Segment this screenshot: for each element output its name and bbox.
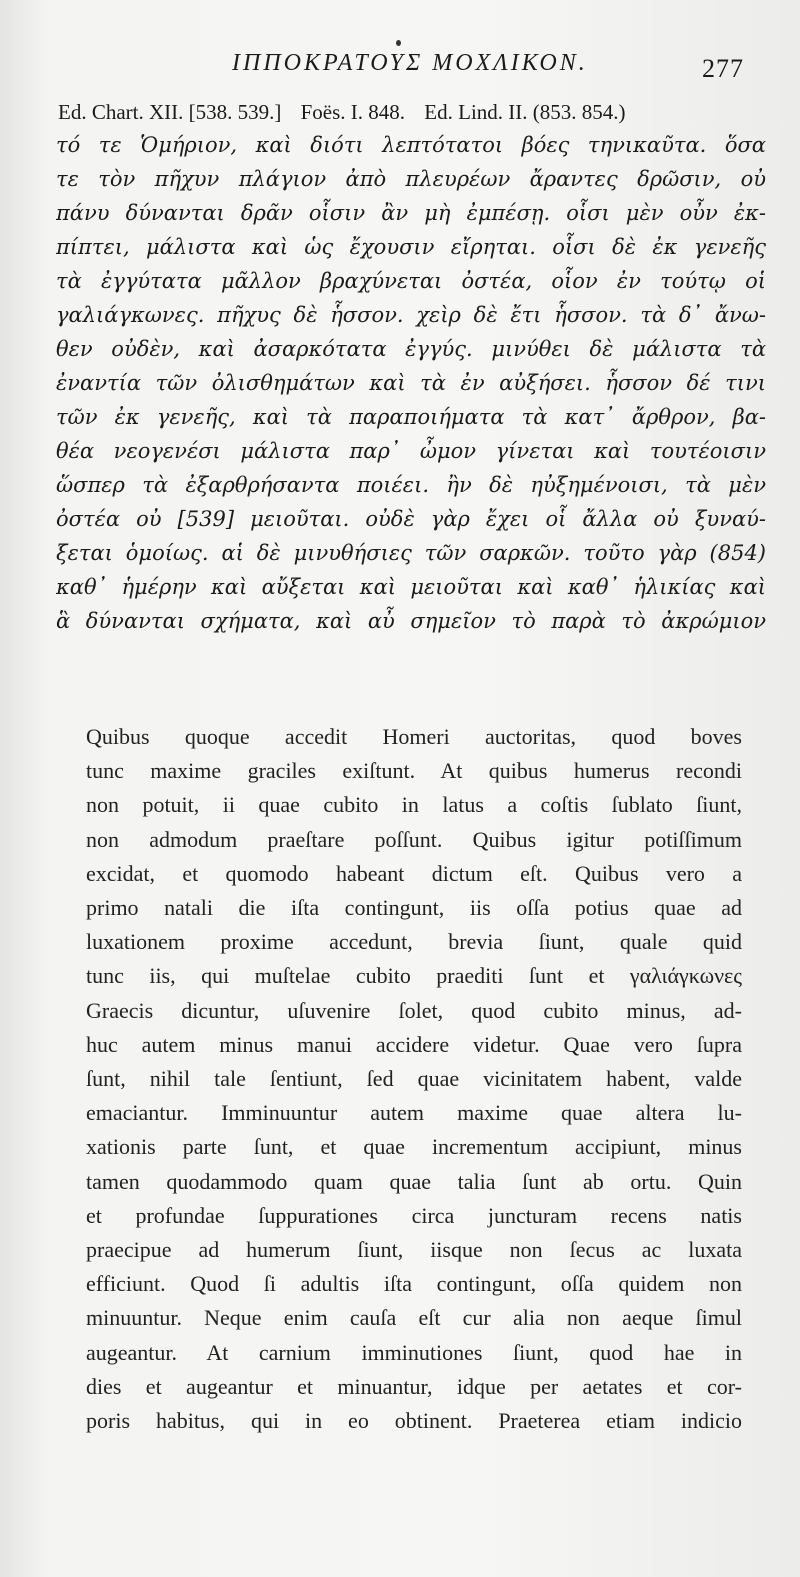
latin-line: tunc maxime graciles exiſtunt. At quibus humerus recondi [86, 758, 742, 784]
latin-line: poris habitus, qui in eo obtinent. Praeterea etiam indicio [86, 1408, 742, 1434]
latin-line: non potuit, ii quae cubito in latus a coſtis ſublato ſiunt, [86, 792, 742, 818]
greek-line: τε τὸν πῆχυν πλάγιον ἀπὸ πλευρέων ἄραντες δρῶσιν, οὐ [56, 167, 766, 191]
ornament-dot [396, 40, 401, 46]
greek-line: πίπτει, μάλιστα καὶ ὡς ἔχουσιν εἴρηται. οἷσι δὲ ἐκ γενεῆς [56, 235, 766, 259]
running-title: ΙΠΠΟΚΡΑΤΟΥΣ ΜΟΧΛΙΚΟΝ. [232, 50, 588, 76]
edition-foes: Foës. I. 848. [300, 100, 406, 124]
latin-line: luxationem proxime accedunt, brevia ſiunt, quale quid [86, 929, 742, 955]
latin-line: emaciantur. Imminuuntur autem maxime quae altera lu- [86, 1100, 742, 1126]
latin-line: non admodum praeſtare poſſunt. Quibus igitur potiſſimum [86, 826, 742, 852]
greek-line: ἐναντία τῶν ὀλισθημάτων καὶ τὰ ἐν αὐξήσει. ἧσσον δέ τινι [56, 371, 766, 395]
edition-chart: Ed. Chart. XII. [538. 539.] [58, 100, 282, 124]
latin-line: Graecis dicuntur, uſuvenire ſolet, quod cubito minus, ad- [86, 997, 742, 1023]
greek-line: ἃ δύνανται σχήματα, καὶ αὖ σημεῖον τὸ παρὰ τὸ ἀκρώμιον [56, 609, 766, 633]
latin-line: excidat, et quomodo habeant dictum eſt. Quibus vero a [86, 860, 742, 886]
latin-line: tunc iis, qui muſtelae cubito praediti ſunt et γαλιάγκωνες [86, 963, 742, 989]
latin-line: et profundae ſuppurationes circa juncturam recens natis [86, 1202, 742, 1228]
greek-line: πάνυ δύνανται δρᾶν οἷσιν ἂν μὴ ἐμπέσῃ. οἷσι μὲν οὖν ἐκ- [56, 201, 766, 225]
greek-line: ξεται ὁμοίως. αἱ δὲ μινυθήσιες τῶν σαρκῶν. τοῦτο γὰρ (854) [56, 541, 766, 565]
greek-text-block [56, 128, 766, 638]
latin-line: huc autem minus manui accidere videtur. Quae vero ſupra [86, 1031, 742, 1057]
latin-line: praecipue ad humerum ſiunt, iisque non ſecus ac luxata [86, 1237, 742, 1263]
page-header [0, 50, 800, 86]
greek-line: καθ᾽ ἡμέρην καὶ αὔξεται καὶ μειοῦται καὶ καθ᾽ ἡλικίας καὶ [56, 575, 766, 599]
latin-text-block [86, 720, 742, 1438]
latin-line: minuuntur. Neque enim cauſa eſt cur alia non aeque ſimul [86, 1305, 742, 1331]
greek-line: θέα νεογενέσι μάλιστα παρ᾽ ὦμον γίνεται καὶ τουτέοισιν [56, 439, 766, 463]
greek-line: τὰ ἐγγύτατα μᾶλλον βραχύνεται ὀστέα, οἷον ἐν τούτῳ οἱ [56, 269, 766, 293]
greek-line: ὀστέα οὐ [539] μειοῦται. οὐδὲ γὰρ ἔχει οἷ ἄλλα οὐ ξυναύ- [56, 507, 766, 531]
latin-line: efficiunt. Quod ſi adultis iſta contingunt, oſſa quidem non [86, 1271, 742, 1297]
latin-line: tamen quodammodo quam quae talia ſunt ab ortu. Quin [86, 1168, 742, 1194]
latin-line: Quibus quoque accedit Homeri auctoritas, quod boves [86, 724, 742, 749]
latin-line: primo natali die iſta contingunt, iis oſſa potius quae ad [86, 895, 742, 921]
edition-lind: Ed. Lind. II. (853. 854.) [424, 100, 626, 124]
greek-line: γαλιάγκωνες. πῆχυς δὲ ἧσσον. χεὶρ δὲ ἔτι ἧσσον. τὰ δ᾽ ἄνω- [56, 303, 766, 327]
greek-line: ὥσπερ τὰ ἐξαρθρήσαντα ποιέει. ἢν δὲ ηὐξημένοισι, τὰ μὲν [56, 473, 766, 497]
greek-line: τό τε Ὁμήριον, καὶ διότι λεπτότατοι βόες τηνικαῦτα. ὅσα [56, 133, 766, 157]
latin-line: augeantur. At carnium imminutiones ſiunt, quod hae in [86, 1339, 742, 1365]
greek-line: τῶν ἐκ γενεῆς, καὶ τὰ παραποιήματα τὰ κατ᾽ ἄρθρον, βα- [56, 405, 766, 429]
edition-references [58, 100, 778, 125]
greek-line: θεν οὐδὲν, καὶ ἀσαρκότατα ἐγγύς. μινύθει δὲ μάλιστα τὰ [56, 337, 766, 361]
latin-line: ſunt, nihil tale ſentiunt, ſed quae vicinitatem habent, valde [86, 1066, 742, 1092]
latin-line: xationis parte ſunt, et quae incrementum accipiunt, minus [86, 1134, 742, 1160]
latin-line: dies et augeantur et minuantur, idque per aetates et cor- [86, 1373, 742, 1399]
page-number: 277 [702, 54, 744, 83]
